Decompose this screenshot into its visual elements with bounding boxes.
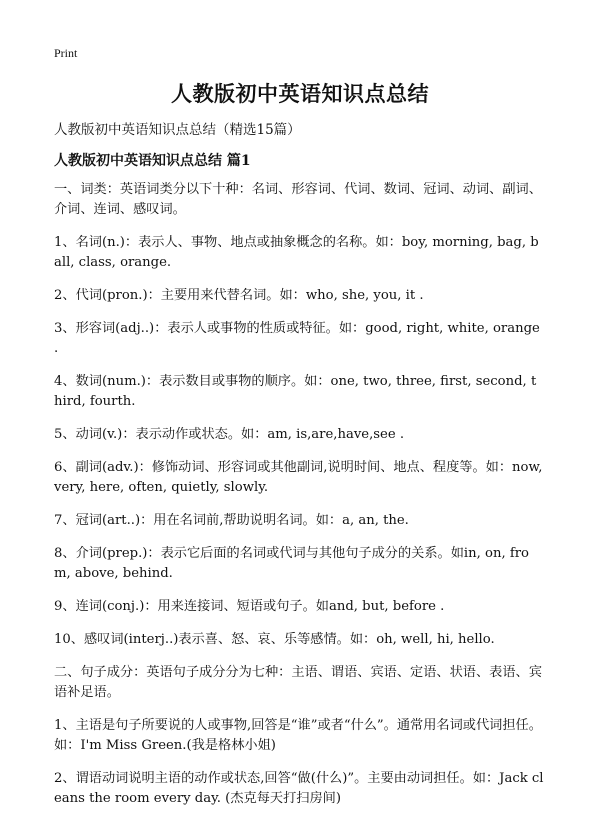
paragraph-preposition: 8、介词(prep.)：表示它后面的名词或代词与其他句子成分的关系。如in, on, from, above, behind.	[54, 546, 529, 581]
paragraph-word-classes: 一、词类：英语词类分以下十种：名词、形容词、代词、数词、冠词、动词、副词、介词、连词、感叹词。	[54, 182, 542, 217]
paragraph-numeral: 4、数词(num.)：表示数目或事物的顺序。如：one, two, three, first, second, third, fourth.	[54, 374, 537, 409]
paragraph-adjective: 3、形容词(adj..)：表示人或事物的性质或特征。如：good, right, white, orange .	[54, 321, 540, 356]
section-heading: 人教版初中英语知识点总结 篇1	[54, 153, 251, 169]
paragraph-conjunction: 9、连词(conj.)：用来连接词、短语或句子。如and, but, before .	[54, 599, 445, 614]
paragraph-verb: 5、动词(v.)：表示动作或状态。如：am, is,are,have,see .	[54, 427, 405, 442]
paragraph-pronoun: 2、代词(pron.)：主要用来代替名词。如：who, she, you, it .	[54, 288, 424, 303]
paragraph-subject: 1、主语是句子所要说的人或事物,回答是“谁”或者“什么”。通常用名词或代词担任。如：I'm Miss Green.(我是格林小姐)	[54, 718, 542, 753]
paragraph-sentence-elements: 二、句子成分：英语句子成分分为七种：主语、谓语、宾语、定语、状语、表语、宾语补足语。	[54, 665, 542, 700]
paragraph-article: 7、冠词(art..)：用在名词前,帮助说明名词。如：a, an, the.	[54, 513, 409, 528]
paragraph-noun: 1、名词(n.)：表示人、事物、地点或抽象概念的名称。如：boy, morning, bag, ball, class, orange.	[54, 235, 539, 270]
document-title: 人教版初中英语知识点总结	[171, 81, 429, 106]
print-label: Print	[54, 46, 78, 60]
document-body	[54, 180, 544, 822]
document-subtitle: 人教版初中英语知识点总结（精选15篇）	[54, 122, 301, 138]
paragraph-adverb: 6、副词(adv.)：修饰动词、形容词或其他副词,说明时间、地点、程度等。如：now, very, here, often, quietly, slowly.	[54, 460, 543, 495]
paragraph-predicate: 2、谓语动词说明主语的动作或状态,回答“做(什么)”。主要由动词担任。如：Jack cleans the room every day. (杰克每天打扫房间)	[54, 771, 544, 806]
paragraph-interjection: 10、感叹词(interj..)表示喜、怒、哀、乐等感情。如：oh, well, hi, hello.	[54, 632, 495, 647]
